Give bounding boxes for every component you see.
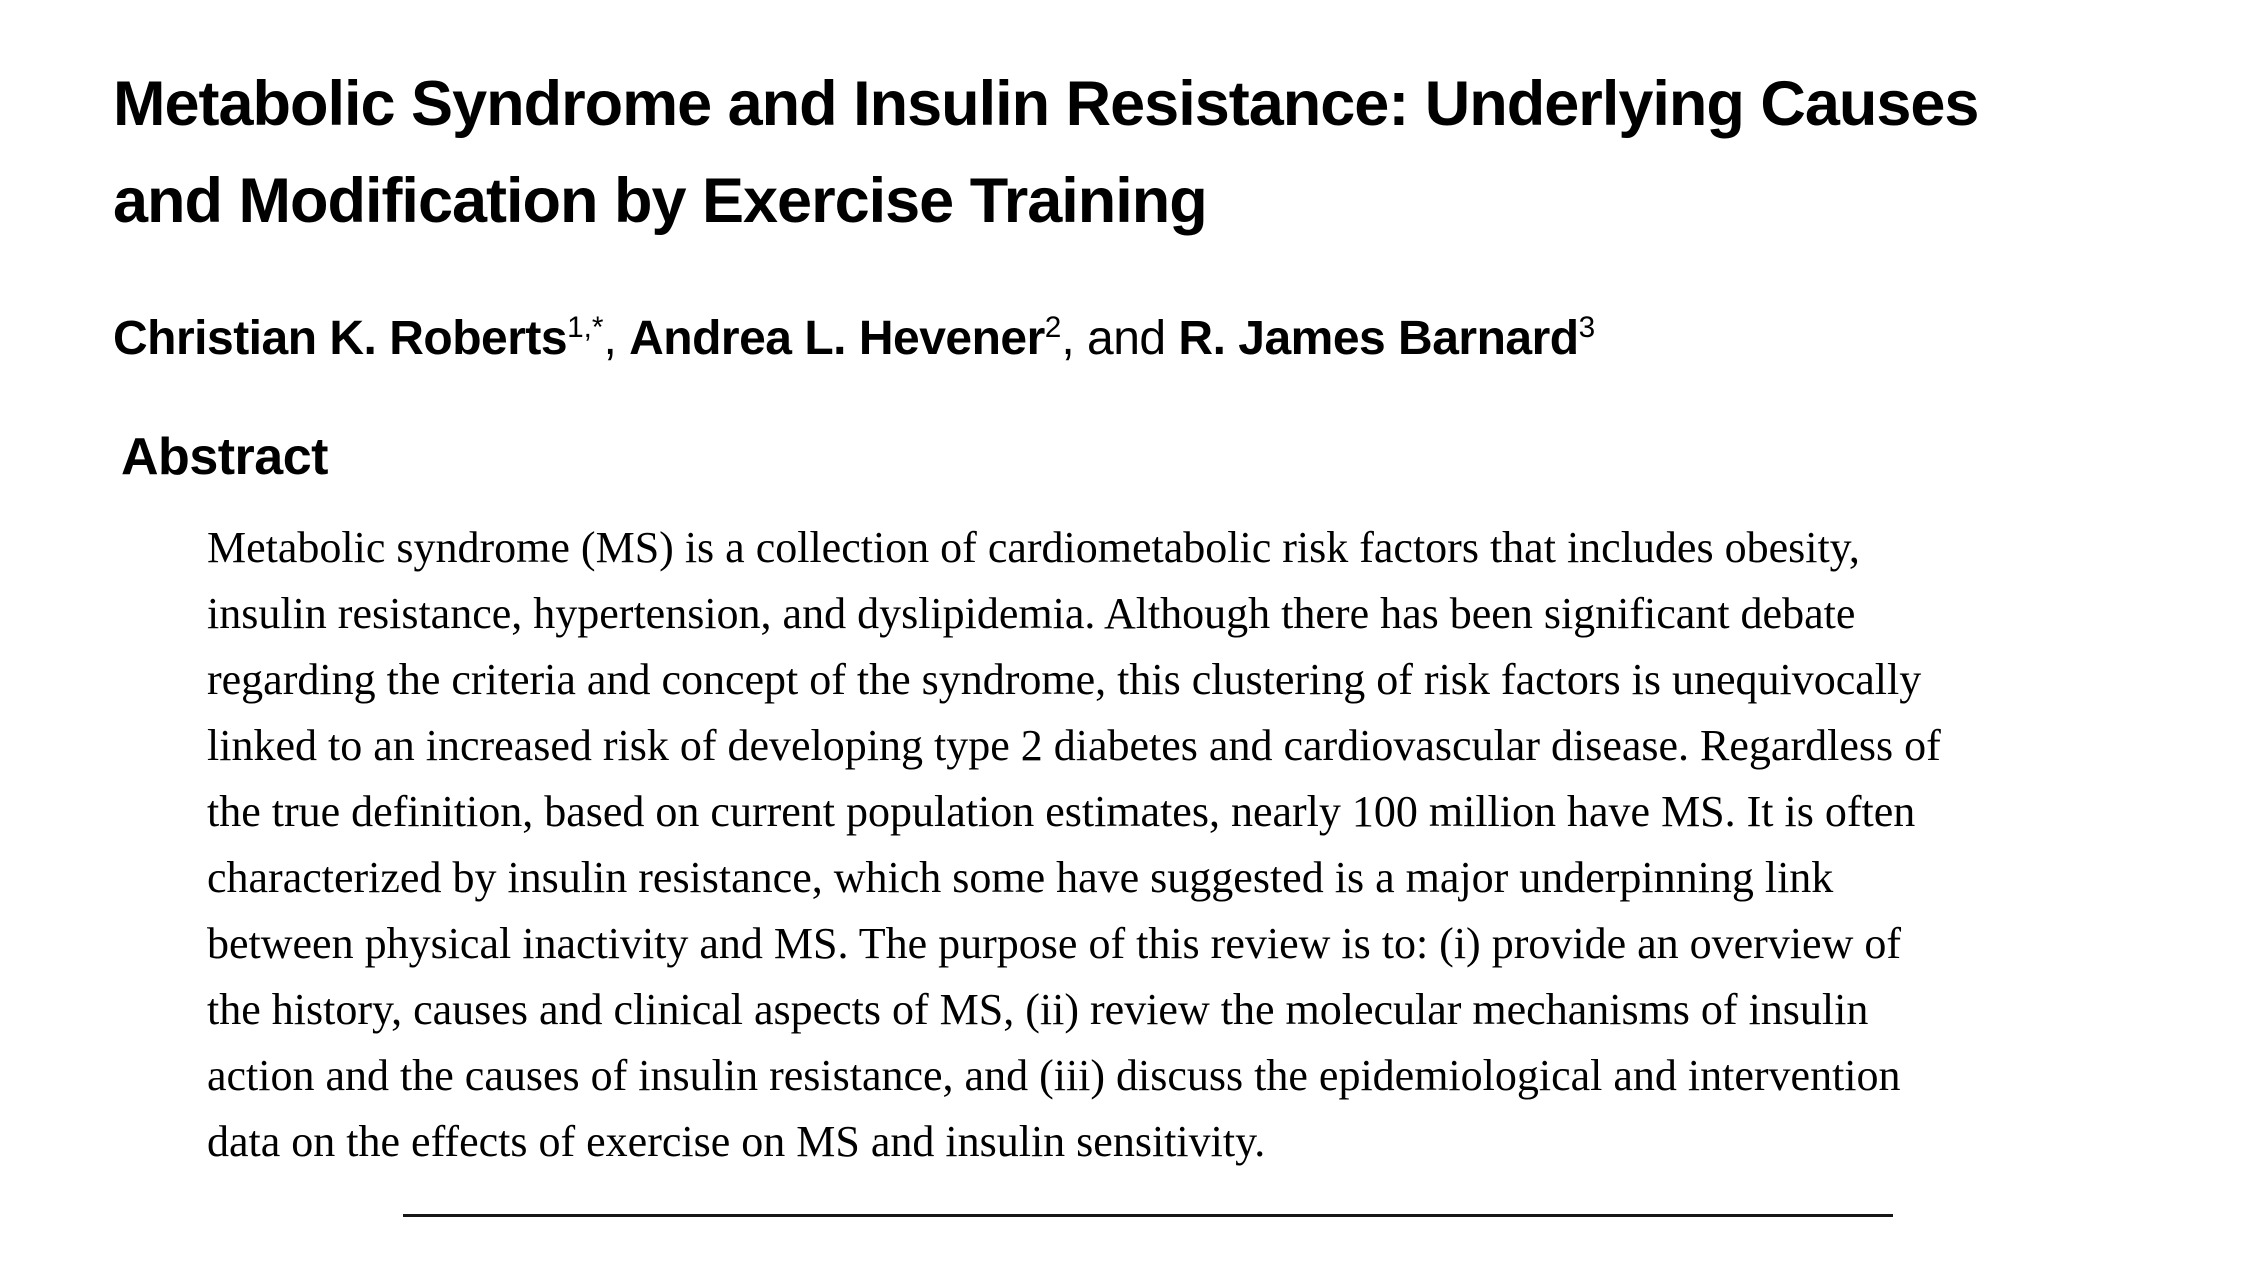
abstract-line: the true definition, based on current population estimates, nearly 100 million have MS. It is often bbox=[207, 787, 1916, 836]
abstract-line: between physical inactivity and MS. The purpose of this review is to: (i) provide an overview of bbox=[207, 919, 1901, 968]
author-name: R. James Barnard bbox=[1178, 312, 1579, 365]
abstract-line: the history, causes and clinical aspects of MS, (ii) review the molecular mechanisms of insulin bbox=[207, 985, 1869, 1034]
abstract-line: linked to an increased risk of developing type 2 diabetes and cardiovascular disease. Regardless of bbox=[207, 721, 1941, 770]
abstract-line: Metabolic syndrome (MS) is a collection of cardiometabolic risk factors that includes obesity, bbox=[207, 523, 1860, 572]
author-affiliation-superscript: 3 bbox=[1578, 311, 1596, 344]
abstract-body bbox=[207, 515, 2177, 1175]
paper-title-line-2: and Modification by Exercise Training bbox=[113, 166, 1207, 236]
footnote-divider bbox=[403, 1214, 1893, 1217]
author-line: Christian K. Roberts$^{1,*}$, Andrea L. Hevener$^2$, and R. James Barnard$^3$ bbox=[113, 311, 1596, 365]
author-name: Andrea L. Hevener bbox=[629, 312, 1045, 365]
paper-title-line-1: Metabolic Syndrome and Insulin Resistance: Underlying Causes bbox=[113, 69, 1979, 139]
abstract-line: characterized by insulin resistance, which some have suggested is a major underpinning link bbox=[207, 853, 1834, 902]
abstract-line: regarding the criteria and concept of the syndrome, this clustering of risk factors is unequivocally bbox=[207, 655, 1922, 704]
abstract-line: data on the effects of exercise on MS and insulin sensitivity. bbox=[207, 1117, 1266, 1166]
author-name: Christian K. Roberts bbox=[113, 312, 568, 365]
author-affiliation-superscript: 1,* bbox=[567, 311, 604, 344]
abstract-heading: Abstract bbox=[121, 428, 328, 486]
abstract-line: action and the causes of insulin resistance, and (iii) discuss the epidemiological and intervention bbox=[207, 1051, 1901, 1100]
abstract-line: insulin resistance, hypertension, and dyslipidemia. Although there has been significant debate bbox=[207, 589, 1856, 638]
paper-title bbox=[113, 56, 2253, 250]
author-affiliation-superscript: 2 bbox=[1044, 311, 1062, 344]
